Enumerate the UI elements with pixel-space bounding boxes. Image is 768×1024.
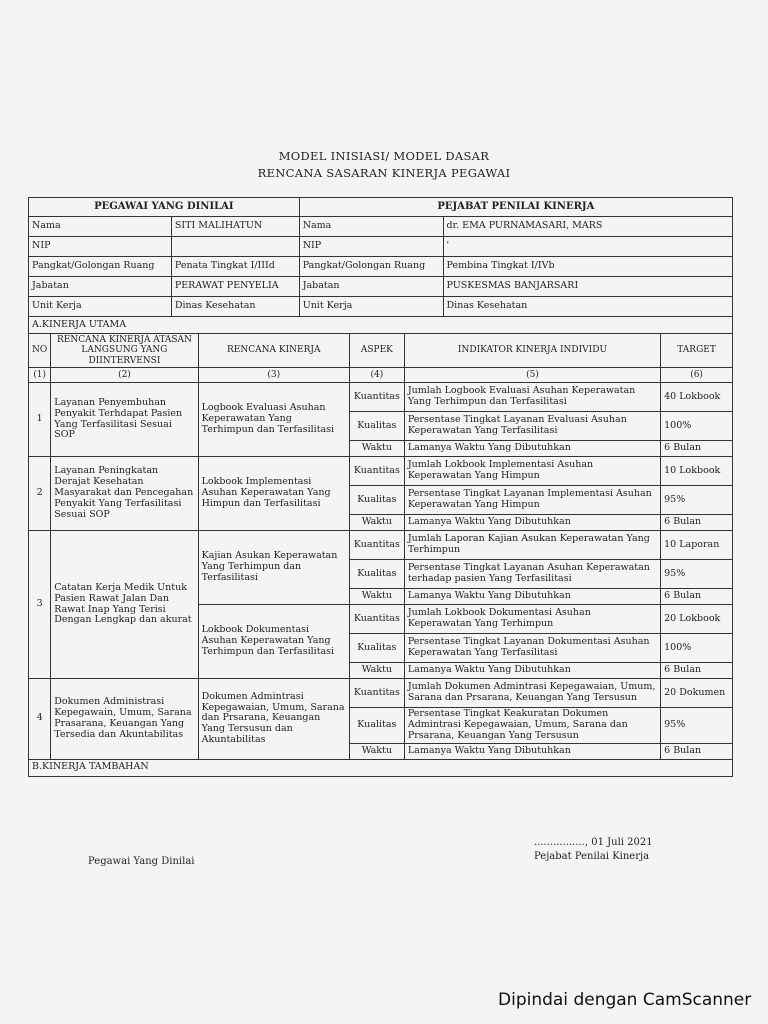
pejabat-field-value: PUSKESMAS BANJARSARI <box>443 277 732 297</box>
identity-row <box>29 237 733 257</box>
indikator-cell: Lamanya Waktu Yang Dibutuhkan <box>404 743 660 759</box>
indikator-cell: Lamanya Waktu Yang Dibutuhkan <box>404 663 660 679</box>
kinerja-row <box>29 679 733 708</box>
indikator-cell: Persentase Tingkat Layanan Dokumentasi Asuhan Keperawatan Yang Terfasilitasi <box>404 634 660 663</box>
col-number: (1) <box>29 368 51 383</box>
rencana-atasan-cell: Dokumen Administrasi Kepegawain, Umum, Sarana Prasarana, Keuangan Yang Tersedia dan Akuntabilitas <box>51 679 198 760</box>
col-number: (4) <box>349 368 404 383</box>
aspek-cell: Waktu <box>349 441 404 457</box>
pegawai-header: PEGAWAI YANG DINILAI <box>29 198 300 217</box>
target-cell: 6 Bulan <box>661 663 733 679</box>
section-kinerja-tambahan: B.KINERJA TAMBAHAN <box>29 759 733 776</box>
rencana-atasan-cell: Layanan Penyembuhan Penyakit Terhdapat Pasien Yang Terfasilitasi Sesuai SOP <box>51 383 198 457</box>
pegawai-field-label: Pangkat/Golongan Ruang <box>29 257 172 277</box>
camscanner-watermark: Dipindai dengan CamScanner <box>498 990 752 1010</box>
pegawai-field-value: Dinas Kesehatan <box>171 297 299 317</box>
kinerja-table <box>28 316 733 777</box>
pegawai-field-value: Penata Tingkat I/IIId <box>171 257 299 277</box>
aspek-cell: Waktu <box>349 515 404 531</box>
footer-date: ................, 01 Juli 2021 <box>534 837 653 848</box>
col-header-target: TARGET <box>661 334 733 368</box>
column-number-row <box>29 368 733 383</box>
aspek-cell: Kualitas <box>349 412 404 441</box>
aspek-cell: Waktu <box>349 663 404 679</box>
pegawai-field-label: Unit Kerja <box>29 297 172 317</box>
col-header-atasan: RENCANA KINERJA ATASAN LANGSUNG YANG DIINTERVENSI <box>51 334 198 368</box>
pejabat-field-label: Jabatan <box>299 277 443 297</box>
pejabat-field-label: NIP <box>299 237 443 257</box>
rencana-kinerja-cell: Dokumen Admintrasi Kepegawaian, Umum, Sarana dan Prsarana, Keuangan Yang Tersusun dan Akuntabilitas <box>198 679 349 760</box>
pejabat-field-label: Pangkat/Golongan Ruang <box>299 257 443 277</box>
row-number: 1 <box>29 383 51 457</box>
pejabat-header: PEJABAT PENILAI KINERJA <box>299 198 732 217</box>
aspek-cell: Kuantitas <box>349 383 404 412</box>
aspek-cell: Kuantitas <box>349 531 404 560</box>
target-cell: 10 Laporan <box>661 531 733 560</box>
indikator-cell: Lamanya Waktu Yang Dibutuhkan <box>404 515 660 531</box>
pegawai-field-label: NIP <box>29 237 172 257</box>
pegawai-field-label: Nama <box>29 217 172 237</box>
rencana-atasan-cell: Layanan Peningkatan Derajat Kesehatan Masyarakat dan Pencegahan Penyakit Yang Terfasilitasi Sesuai SOP <box>51 457 198 531</box>
indikator-cell: Lamanya Waktu Yang Dibutuhkan <box>404 441 660 457</box>
target-cell: 20 Lokbook <box>661 605 733 634</box>
indikator-cell: Persentase Tingkat Keakuratan Dokumen Admintrasi Kepegawaian, Umum, Sarana dan Prsarana, Keuangan Yang Tersusun <box>404 708 660 744</box>
kinerja-row <box>29 457 733 486</box>
column-header-row <box>29 334 733 368</box>
rencana-kinerja-cell: Lokbook Implementasi Asuhan Keperawatan Yang Himpun dan Terfasilitasi <box>198 457 349 531</box>
indikator-cell: Persentase Tingkat Layanan Asuhan Keperawatan terhadap pasien Yang Terfasilitasi <box>404 560 660 589</box>
row-number: 4 <box>29 679 51 760</box>
pejabat-field-value: Pembina Tingkat I/IVb <box>443 257 732 277</box>
target-cell: 20 Dokumen <box>661 679 733 708</box>
kinerja-row <box>29 383 733 412</box>
aspek-cell: Waktu <box>349 743 404 759</box>
indikator-cell: Jumlah Laporan Kajian Asukan Keperawatan Yang Terhimpun <box>404 531 660 560</box>
col-header-rencana: RENCANA KINERJA <box>198 334 349 368</box>
target-cell: 6 Bulan <box>661 441 733 457</box>
rencana-kinerja-cell: Logbook Evaluasi Asuhan Keperawatan Yang Terhimpun dan Terfasilitasi <box>198 383 349 457</box>
indikator-cell: Persentase Tingkat Layanan Implementasi Asuhan Keperawatan Yang Himpun <box>404 486 660 515</box>
aspek-cell: Kualitas <box>349 634 404 663</box>
form-title-line2: RENCANA SASARAN KINERJA PEGAWAI <box>257 166 511 180</box>
row-number: 3 <box>29 531 51 679</box>
pegawai-field-value <box>171 237 299 257</box>
target-cell: 10 Lokbook <box>661 457 733 486</box>
aspek-cell: Kuantitas <box>349 679 404 708</box>
col-number: (2) <box>51 368 198 383</box>
rencana-atasan-cell: Catatan Kerja Medik Untuk Pasien Rawat Jalan Dan Rawat Inap Yang Terisi Dengan Lengkap dan akurat <box>51 531 198 679</box>
col-header-indikator: INDIKATOR KINERJA INDIVIDU <box>404 334 660 368</box>
identity-row <box>29 217 733 237</box>
indikator-cell: Jumlah Lokbook Dokumentasi Asuhan Keperawatan Yang Terhimpun <box>404 605 660 634</box>
footer-pegawai-sign: Pegawai Yang Dinilai <box>88 856 195 867</box>
pejabat-field-label: Nama <box>299 217 443 237</box>
target-cell: 95% <box>661 560 733 589</box>
identity-table <box>28 197 733 317</box>
target-cell: 95% <box>661 486 733 515</box>
col-header-no: NO <box>29 334 51 368</box>
aspek-cell: Kualitas <box>349 560 404 589</box>
aspek-cell: Kualitas <box>349 486 404 515</box>
pejabat-field-label: Unit Kerja <box>299 297 443 317</box>
form-title-line1: MODEL INISIASI/ MODEL DASAR <box>278 149 490 163</box>
target-cell: 95% <box>661 708 733 744</box>
col-header-aspek: ASPEK <box>349 334 404 368</box>
col-number: (3) <box>198 368 349 383</box>
pejabat-field-value: dr. EMA PURNAMASARI, MARS <box>443 217 732 237</box>
target-cell: 100% <box>661 412 733 441</box>
col-number: (6) <box>661 368 733 383</box>
identity-row <box>29 277 733 297</box>
target-cell: 6 Bulan <box>661 743 733 759</box>
target-cell: 40 Lokbook <box>661 383 733 412</box>
identity-row <box>29 297 733 317</box>
footer-pejabat-sign: Pejabat Penilai Kinerja <box>534 851 650 862</box>
target-cell: 100% <box>661 634 733 663</box>
pegawai-field-value: SITI MALIHATUN <box>171 217 299 237</box>
indikator-cell: Jumlah Dokumen Admintrasi Kepegawaian, Umum, Sarana dan Prsarana, Keuangan Yang Tersusun <box>404 679 660 708</box>
target-cell: 6 Bulan <box>661 515 733 531</box>
kinerja-row <box>29 531 733 560</box>
pejabat-field-value: ' <box>443 237 732 257</box>
col-number: (5) <box>404 368 660 383</box>
target-cell: 6 Bulan <box>661 589 733 605</box>
indikator-cell: Lamanya Waktu Yang Dibutuhkan <box>404 589 660 605</box>
rencana-kinerja-cell: Kajian Asukan Keperawatan Yang Terhimpun dan Terfasilitasi <box>198 531 349 605</box>
row-number: 2 <box>29 457 51 531</box>
aspek-cell: Waktu <box>349 589 404 605</box>
section-kinerja-utama: A.KINERJA UTAMA <box>29 317 733 334</box>
identity-row <box>29 257 733 277</box>
aspek-cell: Kuantitas <box>349 457 404 486</box>
aspek-cell: Kuantitas <box>349 605 404 634</box>
rencana-kinerja-cell: Lokbook Dokumentasi Asuhan Keperawatan Yang Terhimpun dan Terfasilitasi <box>198 605 349 679</box>
aspek-cell: Kualitas <box>349 708 404 744</box>
pegawai-field-label: Jabatan <box>29 277 172 297</box>
indikator-cell: Jumlah Lokbook Implementasi Asuhan Keperawatan Yang Himpun <box>404 457 660 486</box>
indikator-cell: Jumlah Logbook Evaluasi Asuhan Keperawatan Yang Terhimpun dan Terfasilitasi <box>404 383 660 412</box>
pejabat-field-value: Dinas Kesehatan <box>443 297 732 317</box>
pegawai-field-value: PERAWAT PENYELIA <box>171 277 299 297</box>
indikator-cell: Persentase Tingkat Layanan Evaluasi Asuhan Keperawatan Yang Terfasilitasi <box>404 412 660 441</box>
